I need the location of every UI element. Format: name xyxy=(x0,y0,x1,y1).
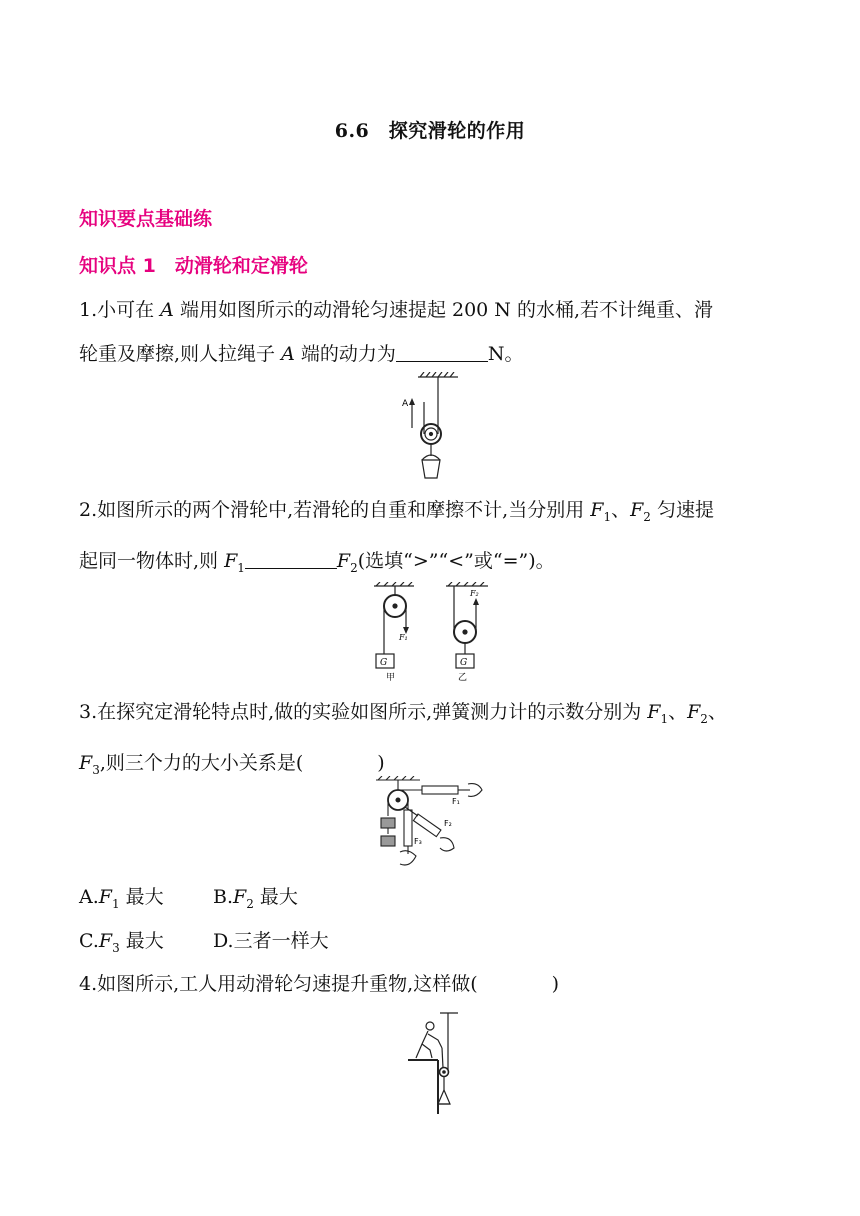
q3-option-a-letter: A. xyxy=(79,886,99,908)
q3-option-d[interactable] xyxy=(213,926,329,953)
q3-option-b-f: F xyxy=(233,886,247,908)
q1-var: A xyxy=(160,299,174,321)
q1-text-cont: 端用如图所示的动滑轮匀速提起 200 N 的水桶,若不计绳重、滑 xyxy=(173,299,713,321)
q3-f2-sub: 2 xyxy=(700,711,708,726)
q2-pulley-figure xyxy=(366,582,498,682)
q3-f3-sub: 3 xyxy=(92,762,100,777)
q3-sep-1: 、 xyxy=(668,701,688,723)
q4-worker-pulley-figure xyxy=(408,1010,464,1114)
q2-line2-f2: F xyxy=(336,549,351,572)
subsection-heading: 知识点 1 动滑轮和定滑轮 xyxy=(79,255,308,277)
q3-f1: F xyxy=(647,701,661,723)
q2-fig-label-jia: 甲 xyxy=(386,673,396,682)
q2-line2-end: (选填“>”“<”或“=”)。 xyxy=(357,549,555,572)
q3-sep-2: 、 xyxy=(707,701,727,723)
q3-option-a-sub: 1 xyxy=(111,896,120,911)
q3-option-d-text: D.三者一样大 xyxy=(213,930,329,952)
q2-line2-f1-sub: 1 xyxy=(237,560,245,575)
q2-fig-g-right: G xyxy=(460,658,468,668)
q4-close-paren: ) xyxy=(551,973,560,995)
q1-line2: 轮重及摩擦,则人拉绳子 xyxy=(79,343,282,365)
q2-f1: F xyxy=(590,499,604,521)
page-title: 6.6 探究滑轮的作用 xyxy=(334,120,526,142)
q3-option-b-letter: B. xyxy=(213,886,234,908)
q3-close-paren: ) xyxy=(377,751,385,774)
q3-fig-f3: F₃ xyxy=(414,837,422,846)
q2-f2: F xyxy=(630,499,644,521)
q3-option-c[interactable] xyxy=(79,926,164,955)
q2-line2: 起同一物体时,则 xyxy=(79,549,225,572)
q3-line2: ,则三个力的大小关系是( xyxy=(99,751,304,774)
q1-fig-label: A xyxy=(402,399,409,409)
q2-fig-g-left: G xyxy=(380,658,388,668)
q2-fig-label-yi: 乙 xyxy=(458,673,468,682)
q3-fig-f2: F₂ xyxy=(444,819,452,828)
q3-option-a-text: 最大 xyxy=(119,886,164,908)
q3-f2: F xyxy=(687,701,701,723)
q3-fig-f1: F₁ xyxy=(452,797,460,806)
question-4 xyxy=(79,962,789,1006)
q4-text: 4.如图所示,工人用动滑轮匀速提升重物,这样做( xyxy=(79,973,478,995)
q1-line2-var: A xyxy=(281,343,295,365)
q2-line2-f1: F xyxy=(224,549,238,572)
q2-fig-f2: F₂ xyxy=(470,589,479,598)
q3-f1-sub: 1 xyxy=(660,711,669,726)
q3-option-a-f: F xyxy=(98,886,112,908)
q3-option-b-sub: 2 xyxy=(246,896,254,911)
q1-pulley-figure xyxy=(398,372,462,484)
q3-option-a[interactable] xyxy=(79,882,164,911)
q3-text: 3.在探究定滑轮特点时,做的实验如图所示,弹簧测力计的示数分别为 xyxy=(79,701,648,723)
question-2 xyxy=(79,488,789,590)
q2-fig-f1: F₁ xyxy=(399,633,408,642)
section-heading: 知识要点基础练 xyxy=(79,208,213,230)
q3-option-b-text: 最大 xyxy=(253,886,298,908)
q1-line2-cont: 端的动力为 xyxy=(294,343,396,365)
q3-option-c-letter: C. xyxy=(79,930,99,952)
question-1 xyxy=(79,288,789,376)
q3-option-c-sub: 3 xyxy=(112,940,120,955)
q3-f3: F xyxy=(79,751,93,774)
q1-line2-end: N。 xyxy=(487,343,524,365)
q2-text: 2.如图所示的两个滑轮中,若滑轮的自重和摩擦不计,当分别用 xyxy=(79,499,591,521)
q1-answer-blank[interactable] xyxy=(396,341,488,362)
q2-sep: 、 xyxy=(611,499,631,521)
q3-option-b[interactable] xyxy=(213,882,298,911)
q2-f2-sub: 2 xyxy=(643,509,651,524)
q2-text-end: 匀速提 xyxy=(650,499,714,521)
q1-text: 1.小可在 xyxy=(79,299,161,321)
q2-f1-sub: 1 xyxy=(603,509,612,524)
q3-spring-scale-figure xyxy=(374,776,486,872)
q2-answer-blank[interactable] xyxy=(245,548,337,569)
q3-option-c-text: 最大 xyxy=(119,930,164,952)
q2-line2-f2-sub: 2 xyxy=(350,560,358,575)
q3-option-c-f: F xyxy=(98,930,113,952)
